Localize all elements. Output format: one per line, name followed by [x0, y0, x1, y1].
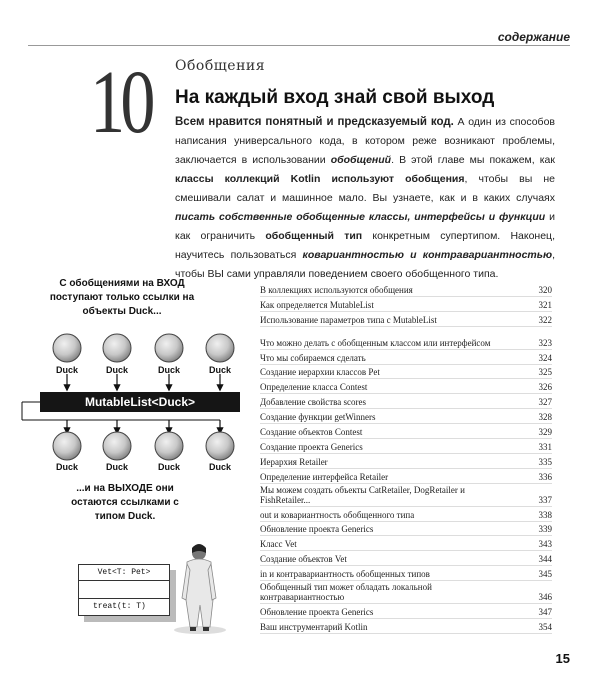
- toc-entry-title: Создание функции getWinners: [260, 412, 376, 423]
- duck-label: Duck: [105, 462, 128, 472]
- intro-bold: обобщенный тип: [265, 230, 363, 242]
- intro-text: и как ограничить: [175, 211, 555, 242]
- toc-entry-page: 327: [538, 397, 552, 408]
- toc-entry-page: 320: [538, 284, 552, 295]
- chapter-intro: [175, 113, 555, 284]
- toc-entry[interactable]: [260, 551, 552, 566]
- toc-entry-page: 344: [538, 554, 552, 565]
- toc-entry-title: Создание иерархии классов Pet: [260, 367, 380, 378]
- duck-object-in: [103, 334, 131, 362]
- intro-text: , чтобы вы не смешивали салат и машинное мало. Вы узнаете, как и в каких случаях: [175, 173, 555, 204]
- toc-entry-title: Определение класса Contest: [260, 382, 368, 393]
- toc-entry[interactable]: [260, 566, 552, 581]
- toc-entry[interactable]: [260, 282, 552, 297]
- toc-entry[interactable]: [260, 484, 552, 507]
- intro-text: конкретным супертипом. Наконец, научитесь пользоваться: [175, 230, 555, 261]
- duck-label: Duck: [208, 365, 231, 375]
- toc-entry-title: Что мы собираемся сделать: [260, 352, 366, 363]
- toc-entry[interactable]: [260, 507, 552, 522]
- toc-entry-title: out и ковариантность обобщенного типа: [260, 509, 415, 520]
- duck-label: Duck: [208, 462, 231, 472]
- toc-entry-page: 322: [538, 314, 552, 325]
- intro-text: А один из способов написания универсального кода, в котором реже возникают проблемы, заключается в использовании: [175, 116, 555, 166]
- toc-entry-page: 325: [538, 367, 552, 378]
- toc-entry-title: Обобщенный тип может обладать локальной контравариантностью: [260, 582, 432, 603]
- toc-entry[interactable]: [260, 469, 552, 484]
- toc-entry[interactable]: [260, 439, 552, 454]
- mutablelist-bar: MutableList<Duck>: [40, 392, 240, 412]
- duck-object-in: [155, 334, 183, 362]
- intro-lead: Всем нравится понятный и предсказуемый код.: [175, 116, 454, 128]
- toc-entry-page: 335: [538, 456, 552, 467]
- toc-entry-title: Создание проекта Generics: [260, 441, 363, 452]
- toc-entry-page: 328: [538, 412, 552, 423]
- chapter-tag: Обобщения: [175, 58, 266, 74]
- toc-entry-title: Добавление свойства scores: [260, 397, 367, 408]
- toc-entry[interactable]: [260, 394, 552, 409]
- toc-entry[interactable]: [260, 454, 552, 469]
- duck-object-out: [206, 432, 234, 460]
- diagram-caption-top: С обобщениями на ВХОД поступают только ссылки на объекты Duck...: [49, 278, 195, 317]
- intro-emphasis: ковариантностью и контравариантностью: [302, 249, 553, 261]
- toc-list: [260, 282, 552, 634]
- diagram-caption-bottom: ...и на ВЫХОДЕ они остаются ссылками с типом Duck.: [71, 483, 179, 522]
- toc-entry-title: Класс Vet: [260, 539, 297, 550]
- toc-entry[interactable]: [260, 536, 552, 551]
- duck-object-out: [103, 432, 131, 460]
- toc-entry[interactable]: [260, 350, 552, 365]
- intro-emphasis: писать собственные обобщенные классы, интерфейсы и функции: [175, 211, 546, 223]
- toc-entry[interactable]: [260, 312, 552, 327]
- toc-entry-title: Обновление проекта Generics: [260, 607, 374, 618]
- toc-entry-page: 347: [538, 607, 552, 618]
- toc-entry-page: 323: [538, 337, 552, 348]
- toc-entry-page: 326: [538, 382, 552, 393]
- toc-entry-page: 331: [538, 441, 552, 452]
- duck-object-out: [53, 432, 81, 460]
- toc-entry-page: 338: [538, 509, 552, 520]
- toc-entry-title: Определение интерфейса Retailer: [260, 471, 389, 482]
- toc-entry-page: 329: [538, 427, 552, 438]
- duck-label: Duck: [55, 365, 78, 375]
- toc-entry-page: 339: [538, 524, 552, 535]
- toc-entry[interactable]: [260, 619, 552, 634]
- toc-entry[interactable]: [260, 424, 552, 439]
- uml-method: treat(t: T): [93, 602, 146, 611]
- uml-class-name: Vet<T: Pet>: [79, 565, 169, 581]
- toc-entry-title: Что можно делать с обобщенным классом или интерфейсом: [260, 337, 491, 348]
- uml-class-box: [78, 564, 170, 616]
- toc-entry-title: in и контравариантность обобщенных типов: [260, 569, 430, 580]
- toc-entry[interactable]: [260, 409, 552, 424]
- toc-entry-title: В коллекциях используются обобщения: [260, 284, 413, 295]
- toc-entry-page: 321: [538, 299, 552, 310]
- veterinarian-figure: [174, 544, 226, 634]
- intro-emphasis: обобщений: [330, 154, 392, 166]
- toc-entry[interactable]: [260, 327, 552, 350]
- header-divider: [28, 45, 570, 46]
- toc-entry-page: 343: [538, 539, 552, 550]
- toc-entry[interactable]: [260, 297, 552, 312]
- duck-object-in: [53, 334, 81, 362]
- toc-entry-page: 337: [538, 494, 552, 505]
- toc-entry-title: Создание объектов Vet: [260, 554, 347, 565]
- chapter-number: 10: [90, 53, 151, 152]
- chapter-title: На каждый вход знай свой выход: [175, 87, 495, 108]
- toc-entry-page: 324: [538, 352, 552, 363]
- toc-entry-page: 345: [538, 569, 552, 580]
- toc-entry[interactable]: [260, 604, 552, 619]
- toc-entry-page: 336: [538, 471, 552, 482]
- toc-entry-title: Создание объектов Contest: [260, 427, 363, 438]
- toc-entry[interactable]: [260, 365, 552, 380]
- duck-label: Duck: [105, 365, 128, 375]
- toc-entry-title: Использование параметров типа с MutableList: [260, 314, 437, 325]
- toc-entry[interactable]: [260, 581, 552, 604]
- toc-entry-title: Иерархия Retailer: [260, 456, 328, 467]
- section-label: содержание: [497, 30, 570, 44]
- intro-text: , чтобы ВЫ сами управляли поведением своего обобщенного типа.: [175, 249, 555, 280]
- toc-entry-page: 346: [538, 592, 552, 603]
- toc-entry[interactable]: [260, 379, 552, 394]
- page-number: 15: [555, 651, 570, 666]
- toc-entry-title: Мы можем создать объекты CatRetailer, DogRetailer и FishRetailer...: [260, 484, 465, 505]
- toc-entry-title: Ваш инструментарий Kotlin: [260, 621, 368, 632]
- toc-entry-title: Обновление проекта Generics: [260, 524, 374, 535]
- toc-entry-page: 354: [538, 621, 552, 632]
- uml-fields: [79, 581, 169, 599]
- duck-object-in: [206, 334, 234, 362]
- duck-label: Duck: [55, 462, 78, 472]
- duck-object-out: [155, 432, 183, 460]
- intro-bold: классы коллекций Kotlin используют обобщения: [175, 173, 465, 185]
- duck-label: Duck: [157, 462, 180, 472]
- toc-entry-title: Как определяется MutableList: [260, 299, 374, 310]
- intro-text: . В этой главе мы покажем, как: [391, 154, 555, 166]
- toc-entry[interactable]: [260, 522, 552, 537]
- duck-label: Duck: [157, 365, 180, 375]
